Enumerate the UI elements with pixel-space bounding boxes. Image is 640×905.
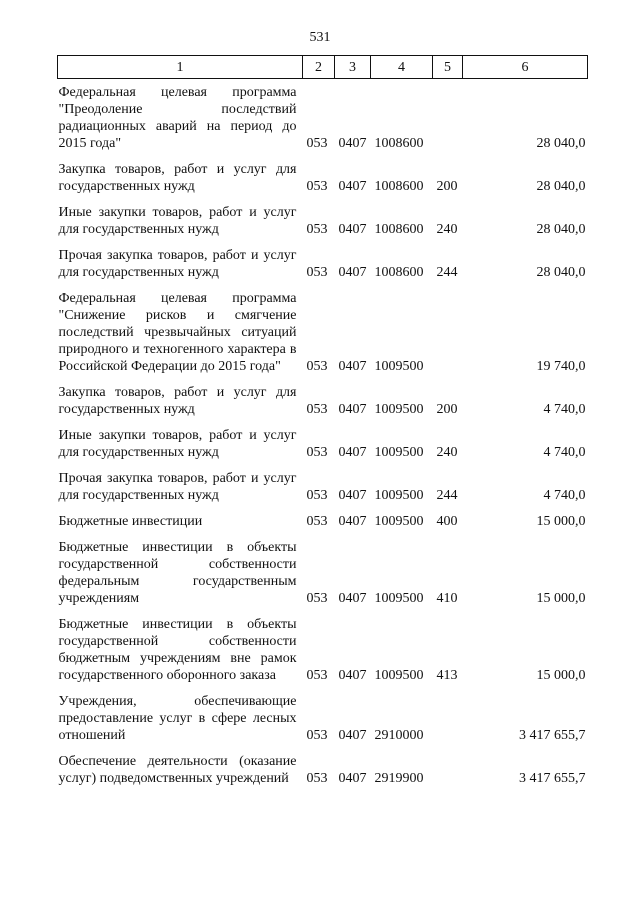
row-ministry-code: 053 xyxy=(306,265,328,280)
row-name: Иные закупки товаров, работ и услуг для государственных нужд xyxy=(58,428,297,460)
page-number: 531 xyxy=(309,30,331,45)
row-expense-code: 200 xyxy=(436,179,458,194)
row-section-code: 0407 xyxy=(338,402,367,417)
row-amount: 28 040,0 xyxy=(536,136,586,151)
row-name: Учреждения, обеспечивающие предоставление услуг в сфере лесных отношений xyxy=(58,694,297,743)
row-expense-code: 400 xyxy=(436,514,458,529)
row-name: Обеспечение деятельности (оказание услуг) подведомственных учреждений xyxy=(58,754,297,786)
header-cell-amount: 6 xyxy=(463,56,588,79)
row-ministry-code: 053 xyxy=(306,728,328,743)
table-row xyxy=(58,427,588,470)
row-ministry-code: 053 xyxy=(306,488,328,503)
row-target-code: 1009500 xyxy=(374,402,424,417)
row-amount: 3 417 655,7 xyxy=(519,771,586,786)
row-amount: 15 000,0 xyxy=(536,591,586,606)
table-row xyxy=(58,753,588,796)
row-ministry-code: 053 xyxy=(306,179,328,194)
row-name: Иные закупки товаров, работ и услуг для государственных нужд xyxy=(58,205,297,237)
row-section-code: 0407 xyxy=(338,514,367,529)
header-cell-ministry: 2 xyxy=(303,56,335,79)
row-amount: 4 740,0 xyxy=(543,402,586,417)
row-name: Закупка товаров, работ и услуг для государственных нужд xyxy=(58,162,297,194)
row-expense-code: 240 xyxy=(436,445,458,460)
row-section-code: 0407 xyxy=(338,265,367,280)
row-expense-code: 244 xyxy=(436,265,458,280)
row-ministry-code: 053 xyxy=(306,445,328,460)
row-amount: 15 000,0 xyxy=(536,668,586,683)
table-row xyxy=(58,79,588,162)
row-ministry-code: 053 xyxy=(306,136,328,151)
row-target-code: 2910000 xyxy=(374,728,424,743)
table-row xyxy=(58,290,588,384)
table-row xyxy=(58,247,588,290)
table-row xyxy=(58,513,588,539)
row-expense-code xyxy=(433,290,463,384)
row-amount: 15 000,0 xyxy=(536,514,586,529)
row-ministry-code: 053 xyxy=(306,591,328,606)
table-row xyxy=(58,693,588,753)
row-expense-code xyxy=(433,693,463,753)
row-name: Бюджетные инвестиции xyxy=(58,514,203,529)
row-section-code: 0407 xyxy=(338,136,367,151)
row-expense-code xyxy=(433,79,463,162)
table-header-row xyxy=(58,56,588,79)
row-target-code: 2919900 xyxy=(374,771,424,786)
row-target-code: 1009500 xyxy=(374,359,424,374)
row-ministry-code: 053 xyxy=(306,514,328,529)
row-ministry-code: 053 xyxy=(306,222,328,237)
row-section-code: 0407 xyxy=(338,771,367,786)
row-section-code: 0407 xyxy=(338,488,367,503)
row-expense-code: 240 xyxy=(436,222,458,237)
budget-table xyxy=(57,55,588,796)
row-expense-code: 410 xyxy=(436,591,458,606)
row-ministry-code: 053 xyxy=(306,771,328,786)
row-target-code: 1009500 xyxy=(374,591,424,606)
header-cell-name: 1 xyxy=(58,56,303,79)
row-section-code: 0407 xyxy=(338,222,367,237)
table-row xyxy=(58,161,588,204)
table-row xyxy=(58,204,588,247)
row-ministry-code: 053 xyxy=(306,668,328,683)
row-target-code: 1008600 xyxy=(374,136,424,151)
table-row xyxy=(58,539,588,616)
row-section-code: 0407 xyxy=(338,359,367,374)
row-section-code: 0407 xyxy=(338,445,367,460)
table-body xyxy=(58,79,588,797)
row-name: Бюджетные инвестиции в объекты государственной собственности бюджетным учреждениям вне рамок государственного оборонного заказа xyxy=(58,617,297,683)
row-amount: 28 040,0 xyxy=(536,222,586,237)
row-ministry-code: 053 xyxy=(306,402,328,417)
row-target-code: 1009500 xyxy=(374,668,424,683)
row-name: Федеральная целевая программа "Преодоление последствий радиационных аварий на период до 2015 года" xyxy=(58,85,297,151)
row-expense-code: 413 xyxy=(436,668,458,683)
row-target-code: 1009500 xyxy=(374,488,424,503)
row-name: Прочая закупка товаров, работ и услуг для государственных нужд xyxy=(58,471,297,503)
row-name: Прочая закупка товаров, работ и услуг для государственных нужд xyxy=(58,248,297,280)
row-section-code: 0407 xyxy=(338,728,367,743)
table-row xyxy=(58,384,588,427)
row-target-code: 1008600 xyxy=(374,222,424,237)
header-cell-section: 3 xyxy=(335,56,371,79)
row-name: Федеральная целевая программа "Снижение рисков и смягчение последствий чрезвычайных ситуаций природного и техногенного характера в Российской Федерации до 2015 года" xyxy=(58,291,297,374)
row-amount: 28 040,0 xyxy=(536,265,586,280)
row-target-code: 1009500 xyxy=(374,445,424,460)
row-target-code: 1009500 xyxy=(374,514,424,529)
header-cell-expense: 5 xyxy=(433,56,463,79)
table-row xyxy=(58,616,588,693)
row-amount: 4 740,0 xyxy=(543,445,586,460)
header-cell-target: 4 xyxy=(371,56,433,79)
row-expense-code xyxy=(433,753,463,796)
row-name: Бюджетные инвестиции в объекты государственной собственности федеральным государственным учреждениям xyxy=(58,540,297,606)
row-expense-code: 200 xyxy=(436,402,458,417)
row-amount: 4 740,0 xyxy=(543,488,586,503)
row-name: Закупка товаров, работ и услуг для государственных нужд xyxy=(58,385,297,417)
row-section-code: 0407 xyxy=(338,591,367,606)
row-section-code: 0407 xyxy=(338,668,367,683)
row-amount: 3 417 655,7 xyxy=(519,728,586,743)
row-ministry-code: 053 xyxy=(306,359,328,374)
row-section-code: 0407 xyxy=(338,179,367,194)
row-target-code: 1008600 xyxy=(374,179,424,194)
row-expense-code: 244 xyxy=(436,488,458,503)
row-amount: 28 040,0 xyxy=(536,179,586,194)
table-row xyxy=(58,470,588,513)
row-target-code: 1008600 xyxy=(374,265,424,280)
row-amount: 19 740,0 xyxy=(536,359,586,374)
